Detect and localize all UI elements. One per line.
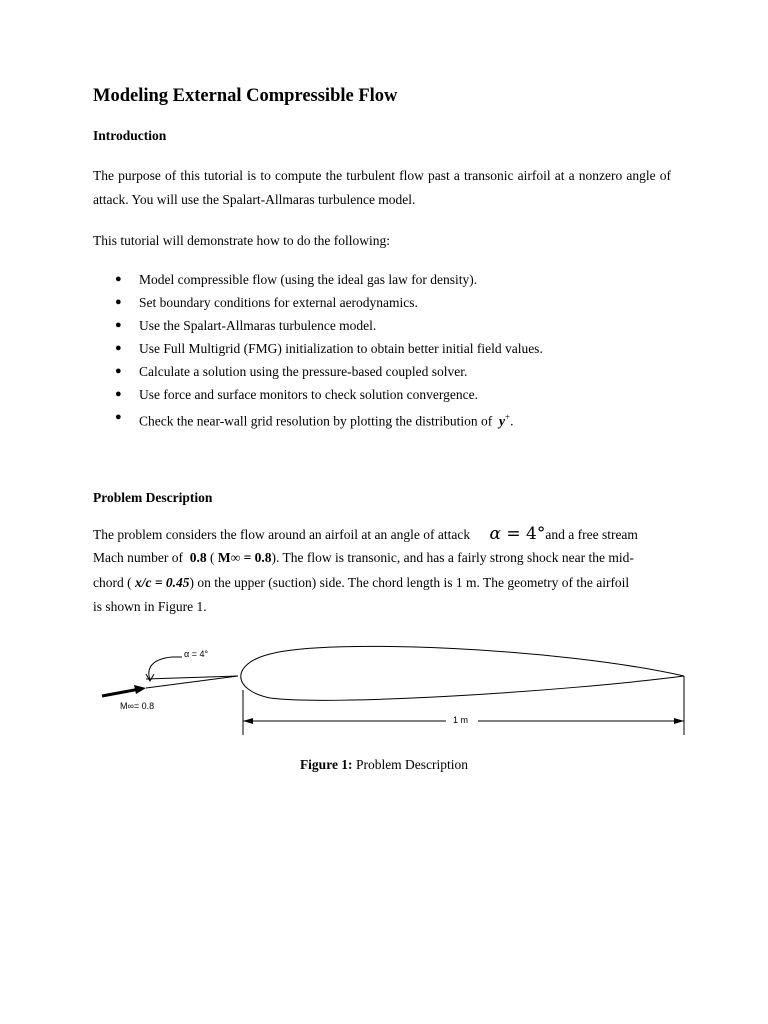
- bullet-icon: ●: [115, 365, 122, 377]
- alpha-equation: α = 4°: [489, 524, 546, 544]
- problem-line-3: chord ( x/c = 0.45) on the upper (suction) side. The chord length is 1 m. The geometry of the airfoil: [93, 575, 630, 590]
- problem-description-heading: Problem Description: [93, 490, 213, 505]
- alpha-label: α = 4°: [184, 649, 209, 659]
- introduction-heading: Introduction: [93, 128, 167, 143]
- freestream-arrow-icon: [102, 689, 140, 696]
- bullet-icon: ●: [115, 342, 122, 354]
- bullet-icon: ●: [115, 411, 122, 423]
- mach-equation: M∞ = 0.8: [217, 550, 272, 565]
- chord-length-label: 1 m: [453, 715, 469, 725]
- list-item: ● Check the near-wall grid resolution by plotting the distribution of y+.: [113, 406, 673, 429]
- problem-line-2: Mach number of 0.8 ( M∞ = 0.8). The flow is transonic, and has a fairly strong shock near the mid-: [93, 550, 634, 565]
- problem-line-4: is shown in Figure 1.: [93, 599, 207, 614]
- yplus-symbol: y: [499, 413, 506, 429]
- intro-list-lead: This tutorial will demonstrate how to do the following:: [93, 233, 390, 248]
- bullet-icon: ●: [115, 388, 122, 400]
- page-title: Modeling External Compressible Flow: [93, 86, 398, 106]
- list-item: ● Set boundary conditions for external aerodynamics.: [113, 291, 673, 314]
- mach-value: 0.8: [189, 550, 207, 565]
- list-item: ● Model compressible flow (using the ideal gas law for density).: [113, 268, 673, 291]
- bullet-icon: ●: [115, 273, 122, 285]
- list-item: ● Use the Spalart-Allmaras turbulence model.: [113, 314, 673, 337]
- intro-paragraph: The purpose of this tutorial is to compute the turbulent flow past a transonic airfoil at a nonzero angle of attack. You will use the Spalart-Allmaras turbulence model.: [93, 168, 671, 207]
- bullet-icon: ●: [115, 319, 122, 331]
- list-item: ● Use Full Multigrid (FMG) initialization to obtain better initial field values.: [113, 337, 673, 360]
- airfoil-shape: [241, 646, 684, 700]
- list-item: ● Calculate a solution using the pressure-based coupled solver.: [113, 360, 673, 383]
- list-item: ● Use force and surface monitors to check solution convergence.: [113, 383, 673, 406]
- problem-line-1: The problem considers the flow around an airfoil at an angle of attack α = 4°and a free stream: [93, 524, 638, 544]
- mach-label: M∞= 0.8: [120, 701, 155, 711]
- bullet-icon: ●: [115, 296, 122, 308]
- yplus-superscript: +: [505, 412, 511, 422]
- xc-equation: x/c = 0.45: [134, 575, 190, 590]
- figure-caption: Figure 1: Problem Description: [299, 757, 469, 772]
